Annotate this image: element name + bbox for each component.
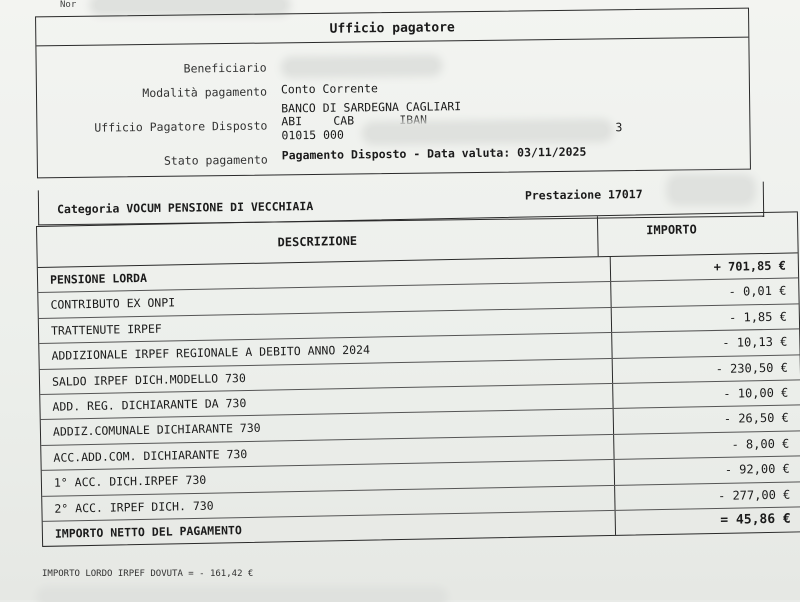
ufficio-pagatore-box bbox=[35, 8, 751, 179]
footer-irpef-line: IMPORTO LORDO IRPEF DOVUTA = - 161,42 € bbox=[42, 569, 254, 579]
iban-label: IBAN bbox=[399, 112, 428, 127]
abi-label: ABI bbox=[281, 114, 303, 129]
bank-codes: 01015 000 bbox=[281, 127, 344, 143]
importi-table bbox=[36, 211, 800, 547]
bank-codes-tail: 3 bbox=[615, 120, 623, 135]
col-descrizione: DESCRIZIONE bbox=[37, 216, 599, 267]
prestazione-text: Prestazione 17017 bbox=[524, 187, 643, 203]
row-desc: ACC.ADD.COM. DICHIARANTE 730 bbox=[41, 435, 614, 470]
stato-value: Pagamento Disposto - Data valuta: 03/11/2025 bbox=[281, 144, 587, 163]
row-desc: 1° ACC. DICH.IRPEF 730 bbox=[42, 460, 615, 495]
row-amount: - 8,00 € bbox=[731, 436, 790, 452]
row-desc: TRATTENUTE IRPEF bbox=[39, 308, 612, 343]
categoria-text: Categoria VOCUM PENSIONE DI VECCHIAIA bbox=[56, 199, 314, 217]
row-desc: SALDO IRPEF DICH.MODELLO 730 bbox=[40, 359, 613, 394]
row-amount: - 92,00 € bbox=[724, 461, 790, 477]
net-value: = 45,86 € bbox=[720, 511, 791, 528]
row-desc: ADDIZ.COMUNALE DICHIARANTE 730 bbox=[41, 409, 614, 444]
row-amount: + 701,85 € bbox=[713, 258, 787, 274]
row-amount: - 230,50 € bbox=[715, 360, 788, 376]
col-importo: IMPORTO bbox=[646, 222, 697, 238]
cab-label: CAB bbox=[333, 113, 355, 128]
beneficiario-redacted bbox=[287, 60, 437, 72]
ufficio-disposto-label: Ufficio Pagatore Disposto bbox=[94, 118, 268, 135]
row-amount: - 26,50 € bbox=[723, 410, 789, 427]
stato-label: Stato pagamento bbox=[163, 152, 268, 168]
row-desc: CONTRIBUTO EX ONPI bbox=[38, 282, 611, 317]
row-amount: - 1,85 € bbox=[728, 309, 788, 325]
beneficiario-label: Beneficiario bbox=[183, 60, 267, 76]
row-desc: ADD. REG. DICHIARANTE DA 730 bbox=[40, 384, 613, 419]
row-amount: - 10,00 € bbox=[723, 385, 789, 401]
banca-name: BANCO DI SARDEGNA CAGLIARI bbox=[281, 99, 462, 116]
modalita-label: Modalità pagamento bbox=[142, 84, 268, 101]
net-label: IMPORTO NETTO DEL PAGAMENTO bbox=[43, 511, 616, 546]
row-amount: - 10,13 € bbox=[722, 334, 788, 351]
row-desc: ADDIZIONALE IRPEF REGIONALE A DEBITO ANNO 2024 bbox=[39, 333, 612, 368]
row-amount: - 277,00 € bbox=[717, 487, 791, 503]
row-desc: PENSIONE LORDA bbox=[38, 257, 611, 292]
row-amount: - 0,01 € bbox=[728, 283, 787, 300]
modalita-value: Conto Corrente bbox=[280, 81, 378, 97]
iban-redacted bbox=[367, 124, 607, 139]
prestazione-redacted bbox=[672, 180, 750, 200]
footer-cut-line bbox=[42, 592, 442, 602]
redacted-area bbox=[95, 0, 285, 10]
header-fragment: Nor bbox=[60, 0, 77, 10]
row-desc: 2° ACC. IRPEF DICH. 730 bbox=[42, 485, 615, 520]
ufficio-title: Ufficio pagatore bbox=[36, 9, 748, 47]
